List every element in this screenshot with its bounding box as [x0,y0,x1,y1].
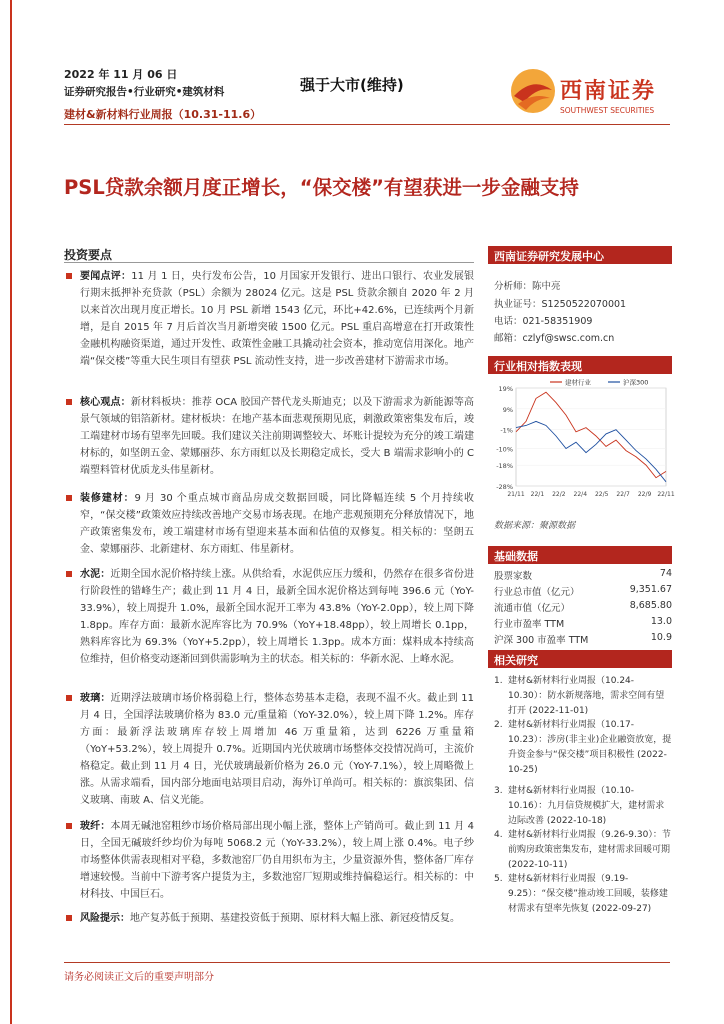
chart-ytick-label: 9% [502,405,513,414]
summary-heading: 投资要点 [64,248,113,262]
chart-series-line-hs300 [516,421,666,481]
basic-row-stock-count [494,568,672,582]
analyst-cert: 执业证号：S1250522070001 [494,299,627,310]
basic-row-market-cap [494,584,672,598]
bullet-body: 近期浮法玻璃市场价格弱稳上行，整体态势基本走稳，表现不温不火。截止到 11 月 4 日，全国浮法玻璃价格为 83.0 元/重量箱（YoY-32.0%），较上周下降 1.2%。库存方面：最新浮法玻璃库存较上周增加 46 万重量箱，达到 6226 万重量箱（YoY+53.2%），较上周提升 0.7%。近期国内光伏玻璃市场整体交投情况尚可，主流价格稳定。截止到 11 月 4 日，光伏玻璃最新价格为 26.0 元（YoY-7.1%），较上周略微上涨。从需求端看，国内部分地面电站项目启动，海外订单尚可。相关标的：旗滨集团、信义玻璃、南玻 A、信义光能。 [80,693,474,806]
chart-legend-label: 沪深300 [623,378,649,387]
report-series: 建材&新材料行业周报（10.31-11.6） [64,108,262,121]
related-num: 1. [494,676,503,686]
bullet-label: 风险提示： [80,913,130,924]
research-center-bar: 西南证券研究发展中心 [488,246,672,264]
related-text: 建材&新材料行业周报（10.17-10.23）：涉房(非主业)企业融资放宽，提升资金参与“保交楼”项目积极性 (2022-10-25) [508,720,672,775]
related-item[interactable] [494,718,672,778]
chart-source: 数据来源：聚源数据 [494,521,576,531]
rating: 强于大市(维持) [300,76,404,94]
chart-xtick-label: 22/9 [637,491,652,498]
summary-bullet-fiberglass [66,818,474,903]
basic-data-bar: 基础数据 [488,546,672,564]
bullet-label: 要闻点评： [80,271,132,282]
related-item[interactable] [494,674,672,719]
relative-index-chart [488,376,675,506]
chart-xtick-label: 22/5 [594,491,609,498]
related-text: 建材&新材料行业周报（9.26-9.30）：节前购房政策密集发布，建材需求回暖可期 (2022-10-11) [508,830,671,870]
analyst-email: 邮箱：czlyf@swsc.com.cn [494,333,615,344]
related-item[interactable] [494,828,672,873]
bullet-square-icon [66,273,72,279]
bullet-label: 装修建材： [80,493,135,504]
bullet-square-icon [66,495,72,501]
bullet-body: 本周无碱池窑粗纱市场价格局部出现小幅上涨，整体上产销尚可。截止到 11 月 4 日，全国无碱玻纤纱均价为每吨 5068.2 元（YoY-33.2%），较上周上涨 0.4%。电子纱市场整体供需表现相对平稳，多数池窑厂仍自用织布为主，少量资源外售，整体备厂库存增速较慢。当前中下游考客户提货为主，多数池窑厂短期或维持偏稳运行。相关标的：中材科技、中国巨石。 [80,821,475,900]
page-edge-rule [10,0,12,1024]
basic-value: 10.9 [650,632,672,643]
bullet-label: 水泥： [80,569,111,580]
report-type: 证券研究报告•行业研究•建筑材料 [64,86,225,98]
analyst-phone: 电话：021-58351909 [494,316,593,327]
report-date: 2022 年 11 月 06 日 [64,68,178,81]
basic-row-industry-pe [494,616,672,630]
chart-xtick-label: 22/11 [657,491,675,498]
company-logo [508,64,674,120]
logo-emblem-icon [508,66,558,116]
related-text: 建材&新材料行业周报（10.24-10.30）：防水新规落地，需求空间有望打开 (2022-11-01) [508,676,665,716]
bullet-square-icon [66,915,72,921]
chart-xtick-label: 22/1 [530,491,545,498]
chart-xtick-label: 22/7 [616,491,630,498]
related-research-bar: 相关研究 [488,650,672,668]
analyst-name: 分析师：陈中亮 [494,281,561,292]
bullet-body: 新材料板块：推荐 OCA 胶国产替代龙头斯迪克；以及下游需求为新能源等高景气领域的铝箔新材。建材板块：在地产基本面悲观预期见底，刺激政策密集发布后，竣工端建材市场有望率先回暖。我们建议关注前期调整较大、坏账计提较为充分的竣工端建材标的，如坚朗五金、蒙娜丽莎、东方雨虹以及长期稳定成长，受大 B 端需求影响小的 C 端塑料管材优质龙头伟星新材。 [80,397,474,476]
report-title: PSL贷款余额月度正增长，“保交楼”有望获进一步金融支持 [64,176,579,199]
chart-ytick-label: -28% [496,483,513,491]
bullet-square-icon [66,695,72,701]
related-text: 建材&新材料行业周报（10.10-10.16）：九月信贷规模扩大，建材需求边际改善 (2022-10-18) [508,786,665,826]
chart-legend-label: 建材行业 [565,378,591,387]
chart-xtick-label: 22/4 [573,491,588,498]
related-item[interactable] [494,784,672,829]
related-item[interactable] [494,872,672,917]
related-num: 3. [494,786,503,796]
header-divider [64,124,670,125]
bullet-square-icon [66,823,72,829]
chart-ytick-label: -1% [500,426,513,435]
footer-notice: 请务必阅读正文后的重要声明部分 [64,972,214,983]
bullet-label: 玻璃： [80,693,111,704]
chart-ytick-label: -10% [496,445,513,454]
chart-series-line-industry [516,392,666,478]
bullet-label: 玻纤： [80,821,111,832]
summary-bullet-risk [66,910,474,927]
chart-xtick-label: 21/11 [507,491,525,498]
logo-chinese: 西南证券 [560,78,657,104]
summary-bullet-news [66,268,474,370]
basic-key: 沪深 300 市盈率 TTM [494,635,589,646]
logo-english: SOUTHWEST SECURITIES [560,106,655,115]
basic-value: 74 [659,568,672,579]
basic-row-hs300-pe [494,632,672,646]
basic-key: 流通市值（亿元） [494,603,571,614]
chart-ytick-label: 19% [498,385,513,393]
bullet-body: 近期全国水泥价格持续上涨。从供给看，水泥供应压力缓和，仍然存在很多省份进行阶段性的错峰生产；截止到 11 月 4 日，最新全国水泥价格达到每吨 396.6 元（YoY-33.9%），较上周提升 1.0%，最新全国水泥开工率为 43.8%（YoY-2.0pp），较上周下降 1.8pp。库存方面：最新水泥库容比为 70.9%（YoY+18.48pp），较上周增长 0.1pp，熟料库容比为 69.3%（YoY+5.2pp），较上周增长 1.3pp。成本方面：煤料成本持续高位维持，但价格变动逐渐回到供需影响为主的状态。相关标的：华新水泥、上峰水泥。 [80,569,475,665]
basic-row-float-cap [494,600,672,614]
chart-xtick-label: 22/2 [552,491,566,498]
basic-key: 行业市盈率 TTM [494,619,565,630]
bullet-square-icon [66,399,72,405]
basic-key: 行业总市值（亿元） [494,587,580,598]
summary-divider [64,262,474,263]
bullet-square-icon [66,571,72,577]
chart-ytick-label: -18% [496,462,513,471]
basic-key: 股票家数 [494,571,533,582]
summary-bullet-core-view [66,394,474,479]
related-num: 2. [494,720,503,730]
basic-value: 8,685.80 [629,600,672,611]
related-num: 4. [494,830,503,840]
summary-bullet-decoration [66,490,474,558]
summary-bullet-glass [66,690,474,809]
related-num: 5. [494,874,503,884]
chart-frame [516,388,666,486]
basic-value: 9,351.67 [629,584,672,595]
basic-value: 13.0 [650,616,672,627]
summary-bullet-cement [66,566,474,668]
bullet-body: 地产复苏低于预期、基建投资低于预期、原材料大幅上涨、新冠疫情反复。 [130,913,460,924]
chart-title-bar: 行业相对指数表现 [488,356,672,374]
related-text: 建材&新材料行业周报（9.19-9.25）：“保交楼”推动竣工回暖，装修建材需求有望率先恢复 (2022-09-27) [508,874,668,914]
bullet-body: 9 月 30 个重点城市商品房成交数据回暖，同比降幅连续 5 个月持续收窄，“保交楼”政策效应持续改善地产交易市场表现。在地产悲观预期充分释放情况下，地产政策密集发布，竣工端建材市场有望迎来基本面和估值的双修复。相关标的：坚朗五金、蒙娜丽莎、北新建材、东方雨虹、伟星新材。 [80,493,475,555]
relative-index-chart-svg [488,376,675,506]
bullet-body: 11 月 1 日，央行发布公告，10 月国家开发银行、进出口银行、农业发展银行期末抵押补充贷款（PSL）余额为 28024 亿元。这是 PSL 贷款余额自 2020 年 2 月以来首次出现月度正增长。10 月 PSL 新增 1543 亿元，环比+42.6%，已连续两个月新增，是自 2015 年 7 月后首次当月新增突破 1500 亿元。PSL 重启高增意在打开政策性金融机构融资渠道，通过开发性、政策性金融工具撬动社会资本，推动宽信用深化。地产端“保交楼”等重大民生项目有望获 PSL 流动性支持，进一步改善建材下游需求市场。 [80,271,474,367]
footer-divider [64,962,670,963]
bullet-label: 核心观点： [80,397,131,408]
